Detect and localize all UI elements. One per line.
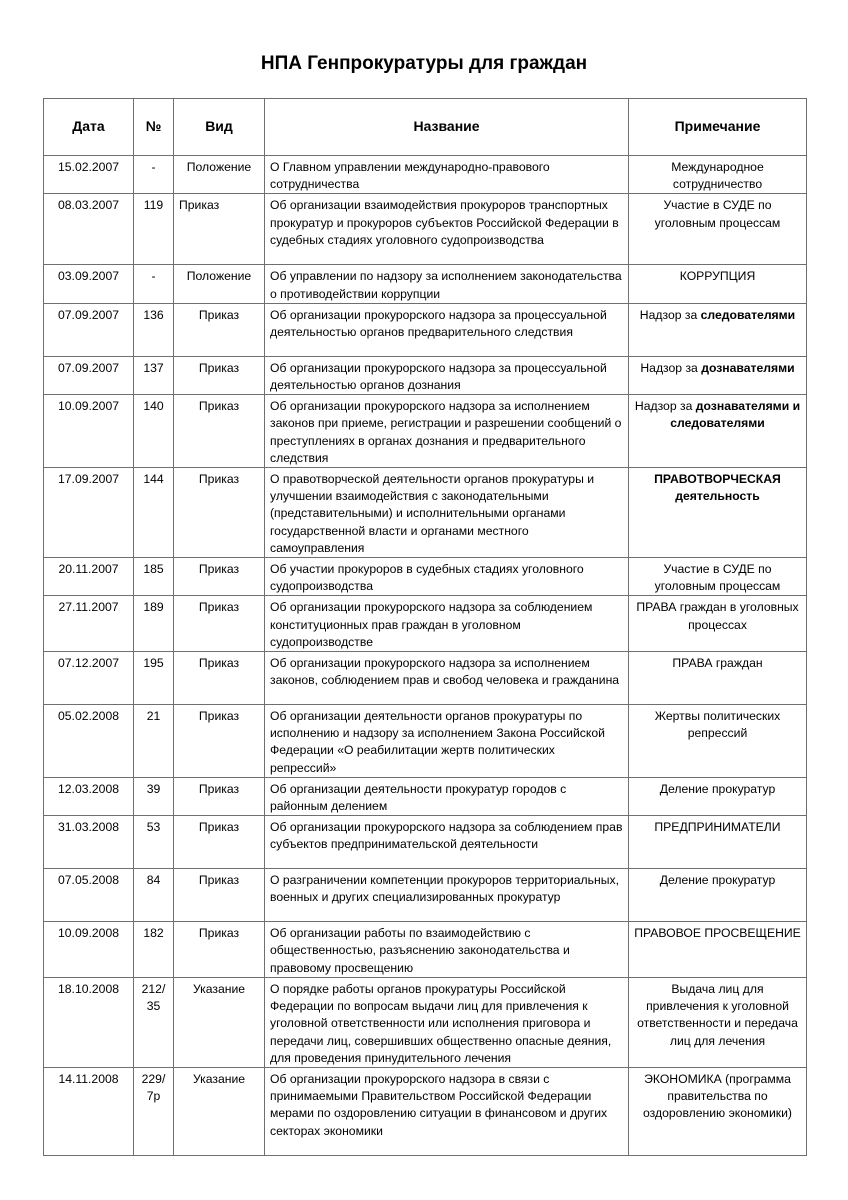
cell-kind: Указание [174, 1067, 265, 1155]
cell-number: 144 [134, 468, 174, 558]
cell-number: 140 [134, 395, 174, 468]
column-header-date: Дата [44, 99, 134, 156]
cell-kind: Приказ [174, 922, 265, 978]
cell-note: Деление прокуратур [629, 777, 807, 815]
table-row [44, 194, 807, 265]
cell-number: 136 [134, 303, 174, 356]
note-emphasis: дознавателями [701, 360, 795, 375]
table-row [44, 777, 807, 815]
cell-note: ПРАВА граждан в уголовных процессах [629, 596, 807, 652]
cell-name: О правотворческой деятельности органов прокуратуры и улучшении взаимодействия с законодательными (представительными) и исполнительными органами государственной власти и органами местного самоуправления [265, 468, 629, 558]
cell-date: 10.09.2008 [44, 922, 134, 978]
cell-number: 39 [134, 777, 174, 815]
cell-name: Об организации деятельности прокуратур городов с районным делением [265, 777, 629, 815]
cell-number: 185 [134, 558, 174, 596]
cell-name: Об участии прокуроров в судебных стадиях уголовного судопроизводства [265, 558, 629, 596]
cell-note [629, 395, 807, 468]
note-emphasis: следователями [700, 307, 796, 322]
column-header-note: Примечание [629, 99, 807, 156]
cell-kind: Указание [174, 977, 265, 1067]
cell-kind: Приказ [174, 395, 265, 468]
cell-note: Деление прокуратур [629, 869, 807, 922]
cell-name: О Главном управлении международно-правового сотрудничества [265, 156, 629, 194]
cell-kind: Положение [174, 156, 265, 194]
table-row [44, 596, 807, 652]
table-row [44, 468, 807, 558]
cell-kind: Приказ [174, 596, 265, 652]
cell-name: Об организации прокурорского надзора в связи с принимаемыми Правительством Российской Федерации мерами по оздоровлению ситуации в финансовом и других секторах экономики [265, 1067, 629, 1155]
cell-date: 07.09.2007 [44, 356, 134, 394]
cell-date: 10.09.2007 [44, 395, 134, 468]
cell-note: ПРЕДПРИНИМАТЕЛИ [629, 816, 807, 869]
cell-name: Об управлении по надзору за исполнением законодательства о противодействии коррупции [265, 265, 629, 303]
table-row [44, 558, 807, 596]
cell-kind: Положение [174, 265, 265, 303]
column-header-name: Название [265, 99, 629, 156]
cell-kind: Приказ [174, 468, 265, 558]
cell-date: 07.12.2007 [44, 652, 134, 705]
table-row [44, 922, 807, 978]
cell-note: ЭКОНОМИКА (программа правительства по оздоровлению экономики) [629, 1067, 807, 1155]
cell-kind: Приказ [174, 869, 265, 922]
table-row [44, 395, 807, 468]
cell-date: 31.03.2008 [44, 816, 134, 869]
cell-note: КОРРУПЦИЯ [629, 265, 807, 303]
column-header-kind: Вид [174, 99, 265, 156]
cell-date: 17.09.2007 [44, 468, 134, 558]
cell-name: Об организации прокурорского надзора за процессуальной деятельностью органов дознания [265, 356, 629, 394]
note-emphasis: дознавателями и следователями [670, 399, 801, 431]
table-row [44, 356, 807, 394]
cell-date: 18.10.2008 [44, 977, 134, 1067]
page-title: НПА Генпрокуратуры для граждан [260, 53, 588, 74]
cell-kind: Приказ [174, 194, 265, 265]
cell-name: О порядке работы органов прокуратуры Российской Федерации по вопросам выдачи лиц для привлечения к уголовной ответственности или исполнения приговора и передачи лиц, совершивших общественно опасные деяния, для проведения принудительного лечения [265, 977, 629, 1067]
cell-date: 15.02.2007 [44, 156, 134, 194]
cell-kind: Приказ [174, 816, 265, 869]
table-row [44, 303, 807, 356]
cell-kind: Приказ [174, 558, 265, 596]
table-row [44, 705, 807, 778]
cell-number: 195 [134, 652, 174, 705]
table-row [44, 265, 807, 303]
cell-note: Жертвы политических репрессий [629, 705, 807, 778]
cell-note: ПРАВА граждан [629, 652, 807, 705]
cell-date: 20.11.2007 [44, 558, 134, 596]
cell-note: Выдача лиц для привлечения к уголовной ответственности и передача лиц для лечения [629, 977, 807, 1067]
cell-kind: Приказ [174, 303, 265, 356]
cell-kind: Приказ [174, 652, 265, 705]
column-header-number: № [134, 99, 174, 156]
cell-number: 137 [134, 356, 174, 394]
cell-date: 03.09.2007 [44, 265, 134, 303]
npa-table [43, 98, 807, 1156]
cell-note: Участие в СУДЕ по уголовным процессам [629, 558, 807, 596]
cell-number: 182 [134, 922, 174, 978]
cell-number: 119 [134, 194, 174, 265]
table-header-row [44, 99, 807, 156]
cell-number: 212/ 35 [134, 977, 174, 1067]
cell-name: Об организации прокурорского надзора за соблюдением конституционных прав граждан в уголовном судопроизводстве [265, 596, 629, 652]
cell-note [629, 468, 807, 558]
table-row [44, 1067, 807, 1155]
cell-kind: Приказ [174, 356, 265, 394]
cell-name: Об организации прокурорского надзора за исполнением законов, соблюдением прав и свобод человека и гражданина [265, 652, 629, 705]
cell-number: 53 [134, 816, 174, 869]
cell-number: 84 [134, 869, 174, 922]
cell-number: - [134, 265, 174, 303]
cell-number: 229/ 7р [134, 1067, 174, 1155]
table-row [44, 977, 807, 1067]
cell-date: 12.03.2008 [44, 777, 134, 815]
cell-date: 07.09.2007 [44, 303, 134, 356]
note-text: Надзор за [639, 307, 701, 322]
cell-name: Об организации деятельности органов прокуратуры по исполнению и надзору за исполнением Закона Российской Федерации «О реабилитации жертв политических репрессий» [265, 705, 629, 778]
cell-name: Об организации прокурорского надзора за соблюдением прав субъектов предпринимательской деятельности [265, 816, 629, 869]
cell-date: 27.11.2007 [44, 596, 134, 652]
cell-kind: Приказ [174, 705, 265, 778]
cell-name: Об организации прокурорского надзора за исполнением законов при приеме, регистрации и разрешении сообщений о преступлениях в органах дознания и предварительного следствия [265, 395, 629, 468]
cell-date: 14.11.2008 [44, 1067, 134, 1155]
cell-note: ПРАВОВОЕ ПРОСВЕЩЕНИЕ [629, 922, 807, 978]
cell-name: Об организации прокурорского надзора за процессуальной деятельностью органов предварительного следствия [265, 303, 629, 356]
cell-name: Об организации работы по взаимодействию с общественностью, разъяснению законодательства и правовому просвещению [265, 922, 629, 978]
cell-number: - [134, 156, 174, 194]
cell-number: 189 [134, 596, 174, 652]
cell-note: Международное сотрудничество [629, 156, 807, 194]
cell-date: 07.05.2008 [44, 869, 134, 922]
cell-name: Об организации взаимодействия прокуроров транспортных прокуратур и прокуроров субъектов Российской Федерации в судебных стадиях уголовного судопроизводства [265, 194, 629, 265]
cell-note [629, 303, 807, 356]
cell-date: 08.03.2007 [44, 194, 134, 265]
table-row [44, 816, 807, 869]
table-row [44, 869, 807, 922]
cell-note: Участие в СУДЕ по уголовным процессам [629, 194, 807, 265]
cell-number: 21 [134, 705, 174, 778]
note-emphasis: ПРАВОТВОРЧЕСКАЯ деятельность [654, 472, 781, 504]
cell-name: О разграничении компетенции прокуроров территориальных, военных и других специализированных прокуратур [265, 869, 629, 922]
table-row [44, 156, 807, 194]
cell-kind: Приказ [174, 777, 265, 815]
note-text: Надзор за [634, 399, 696, 414]
note-text: Надзор за [640, 360, 702, 375]
cell-note [629, 356, 807, 394]
table-row [44, 652, 807, 705]
cell-date: 05.02.2008 [44, 705, 134, 778]
